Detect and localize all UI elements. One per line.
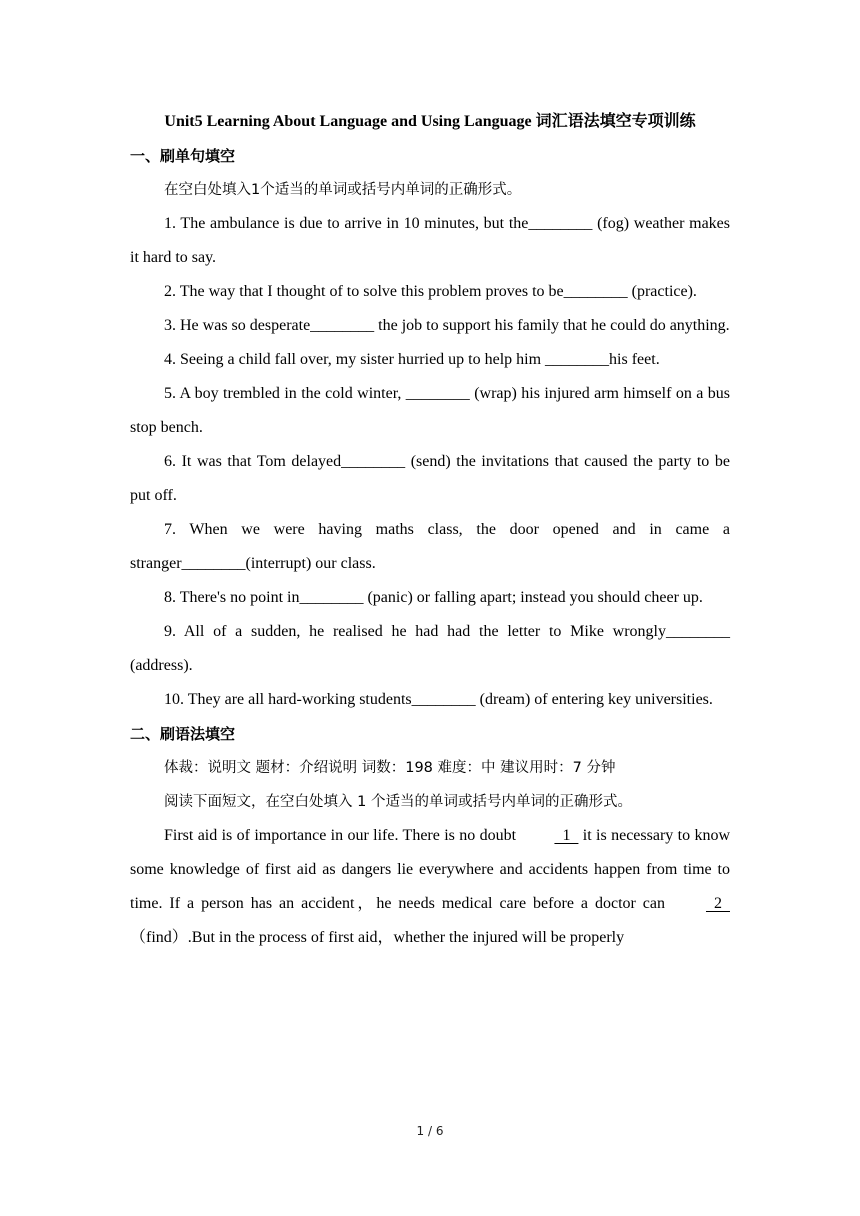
section-2-heading: 二、刷语法填空 — [130, 725, 236, 743]
passage-text-1: First aid is of importance in our life. There is no doubt — [164, 827, 521, 844]
section-2-meta: 体裁：说明文 题材：介绍说明 词数：198 难度：中 建议用时：7 分钟 — [164, 760, 616, 776]
passage-paragraph — [130, 819, 730, 955]
document-body — [130, 108, 730, 955]
blank-1: 1 — [554, 827, 579, 844]
section-1-heading: 一、刷单句填空 — [130, 147, 236, 165]
section-1-instruction: 在空白处填入1个适当的单词或括号内单词的正确形式。 — [164, 182, 522, 198]
blank-2: 2 — [705, 895, 730, 912]
question-9: 9. All of a sudden, he realised he had had the letter to Mike wrongly________ (address). — [130, 623, 730, 674]
question-2: 2. The way that I thought of to solve this problem proves to be________ (practice). — [164, 283, 697, 300]
question-3: 3. He was so desperate________ the job to support his family that he could do anything. — [164, 317, 730, 334]
question-4: 4. Seeing a child fall over, my sister hurried up to help him ________his feet. — [164, 351, 660, 368]
section-2-instruction: 阅读下面短文，在空白处填入 1 个适当的单词或括号内单词的正确形式。 — [164, 794, 632, 810]
question-1: 1. The ambulance is due to arrive in 10 minutes, but the________ (fog) weather makes it hard to say. — [130, 215, 730, 266]
question-5: 5. A boy trembled in the cold winter, ________ (wrap) his injured arm himself on a bus stop bench. — [130, 385, 730, 436]
question-8: 8. There's no point in________ (panic) or falling apart; instead you should cheer up. — [164, 589, 703, 606]
question-7: 7. When we were having maths class, the door opened and in came a stranger________(interrupt) our class. — [130, 521, 730, 572]
passage-text-3: （find）.But in the process of first aid，whether the injured will be properly — [130, 929, 625, 946]
question-10: 10. They are all hard-working students________ (dream) of entering key universities. — [164, 691, 713, 708]
passage-text-2: it is necessary to know some knowledge of first aid as dangers lie everywhere and accidents happen from time to time. If a person has an accident，he needs medical care before a doctor can — [130, 827, 730, 912]
document-title: Unit5 Learning About Language and Using Language 词汇语法填空专项训练 — [164, 113, 696, 130]
question-6: 6. It was that Tom delayed________ (send) the invitations that caused the party to be put off. — [130, 453, 730, 504]
page-indicator: 1 / 6 — [416, 1124, 444, 1138]
